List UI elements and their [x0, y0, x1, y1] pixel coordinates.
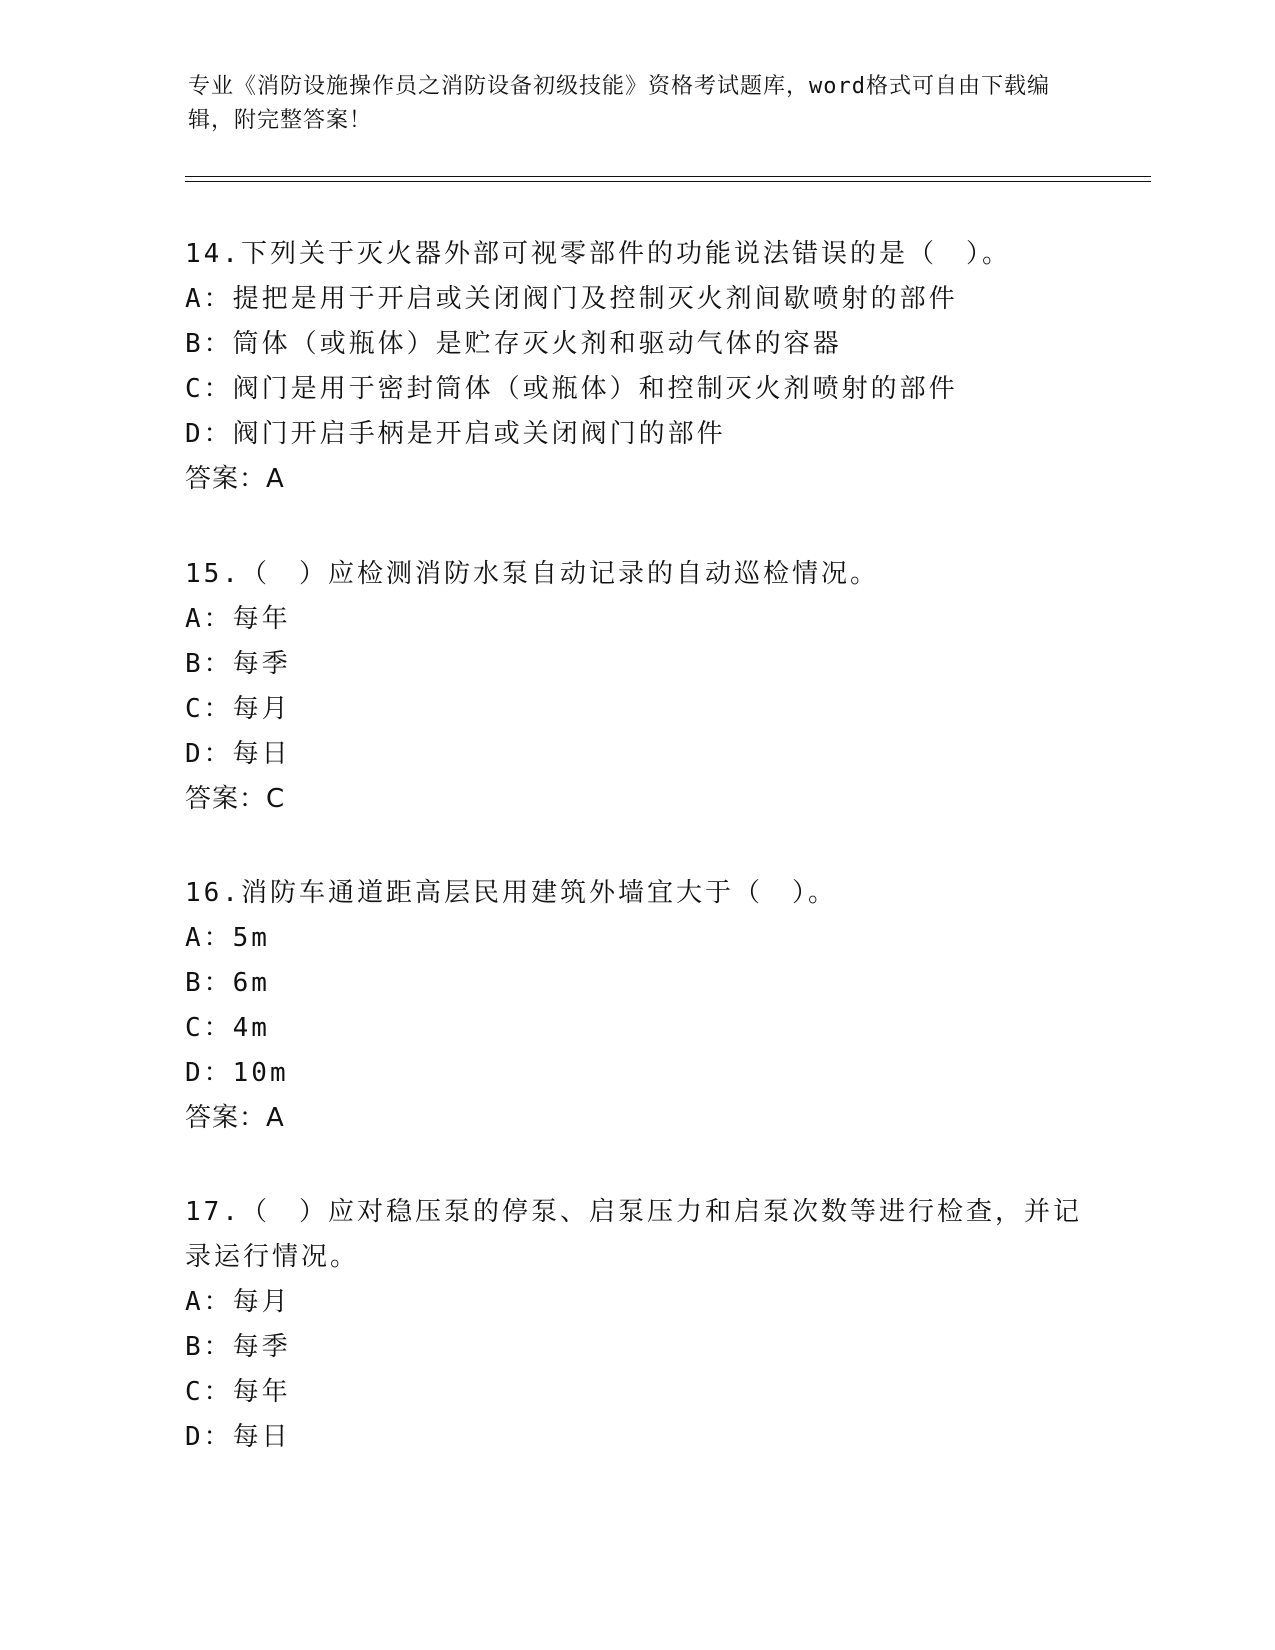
question-number: 15. [185, 559, 241, 589]
option-d: D：10m [185, 1058, 289, 1088]
option-b: B：每季 [185, 1332, 291, 1362]
option-c: C：每年 [185, 1377, 291, 1407]
question-number: 16. [185, 878, 241, 908]
option-d: D：每日 [185, 739, 291, 769]
question-title [185, 1190, 1085, 1280]
question-text: （ ）应检测消防水泵自动记录的自动巡检情况。 [240, 559, 879, 589]
document-header: 专业《消防设施操作员之消防设备初级技能》资格考试题库，word格式可自由下载编辑，附完整答案！ [188, 74, 1050, 133]
question-14 [185, 232, 1085, 502]
option-a: A：每年 [185, 604, 291, 634]
option-a: A：5m [185, 923, 270, 953]
option-c: C：每月 [185, 694, 291, 724]
answer: 答案：A [185, 1103, 285, 1133]
question-17 [185, 1190, 1085, 1460]
question-number: 17. [185, 1197, 241, 1227]
option-b: B：筒体（或瓶体）是贮存灭火剂和驱动气体的容器 [185, 329, 842, 359]
option-b: B：每季 [185, 649, 291, 679]
header-divider-top [185, 176, 1151, 177]
question-text: 下列关于灭火器外部可视零部件的功能说法错误的是（ ）。 [240, 239, 1011, 269]
question-15 [185, 552, 1085, 822]
question-16 [185, 871, 1085, 1141]
question-text: 消防车通道距高层民用建筑外墙宜大于（ ）。 [240, 878, 837, 908]
question-title [185, 552, 1085, 597]
option-d: D：每日 [185, 1422, 291, 1452]
option-c: C：阀门是用于密封筒体（或瓶体）和控制灭火剂喷射的部件 [185, 374, 958, 404]
question-number: 14. [185, 239, 241, 269]
answer: 答案：C [185, 784, 286, 814]
option-a: A：每月 [185, 1287, 291, 1317]
header-divider-bottom [185, 181, 1151, 182]
question-text: （ ）应对稳压泵的停泵、启泵压力和启泵次数等进行检查，并记录运行情况。 [185, 1197, 1082, 1272]
option-c: C：4m [185, 1013, 270, 1043]
question-title [185, 232, 1085, 277]
option-d: D：阀门开启手柄是开启或关闭阀门的部件 [185, 419, 726, 449]
option-a: A：提把是用于开启或关闭阀门及控制灭火剂间歇喷射的部件 [185, 284, 958, 314]
question-title [185, 871, 1085, 916]
answer: 答案：A [185, 464, 285, 494]
option-b: B：6m [185, 968, 270, 998]
